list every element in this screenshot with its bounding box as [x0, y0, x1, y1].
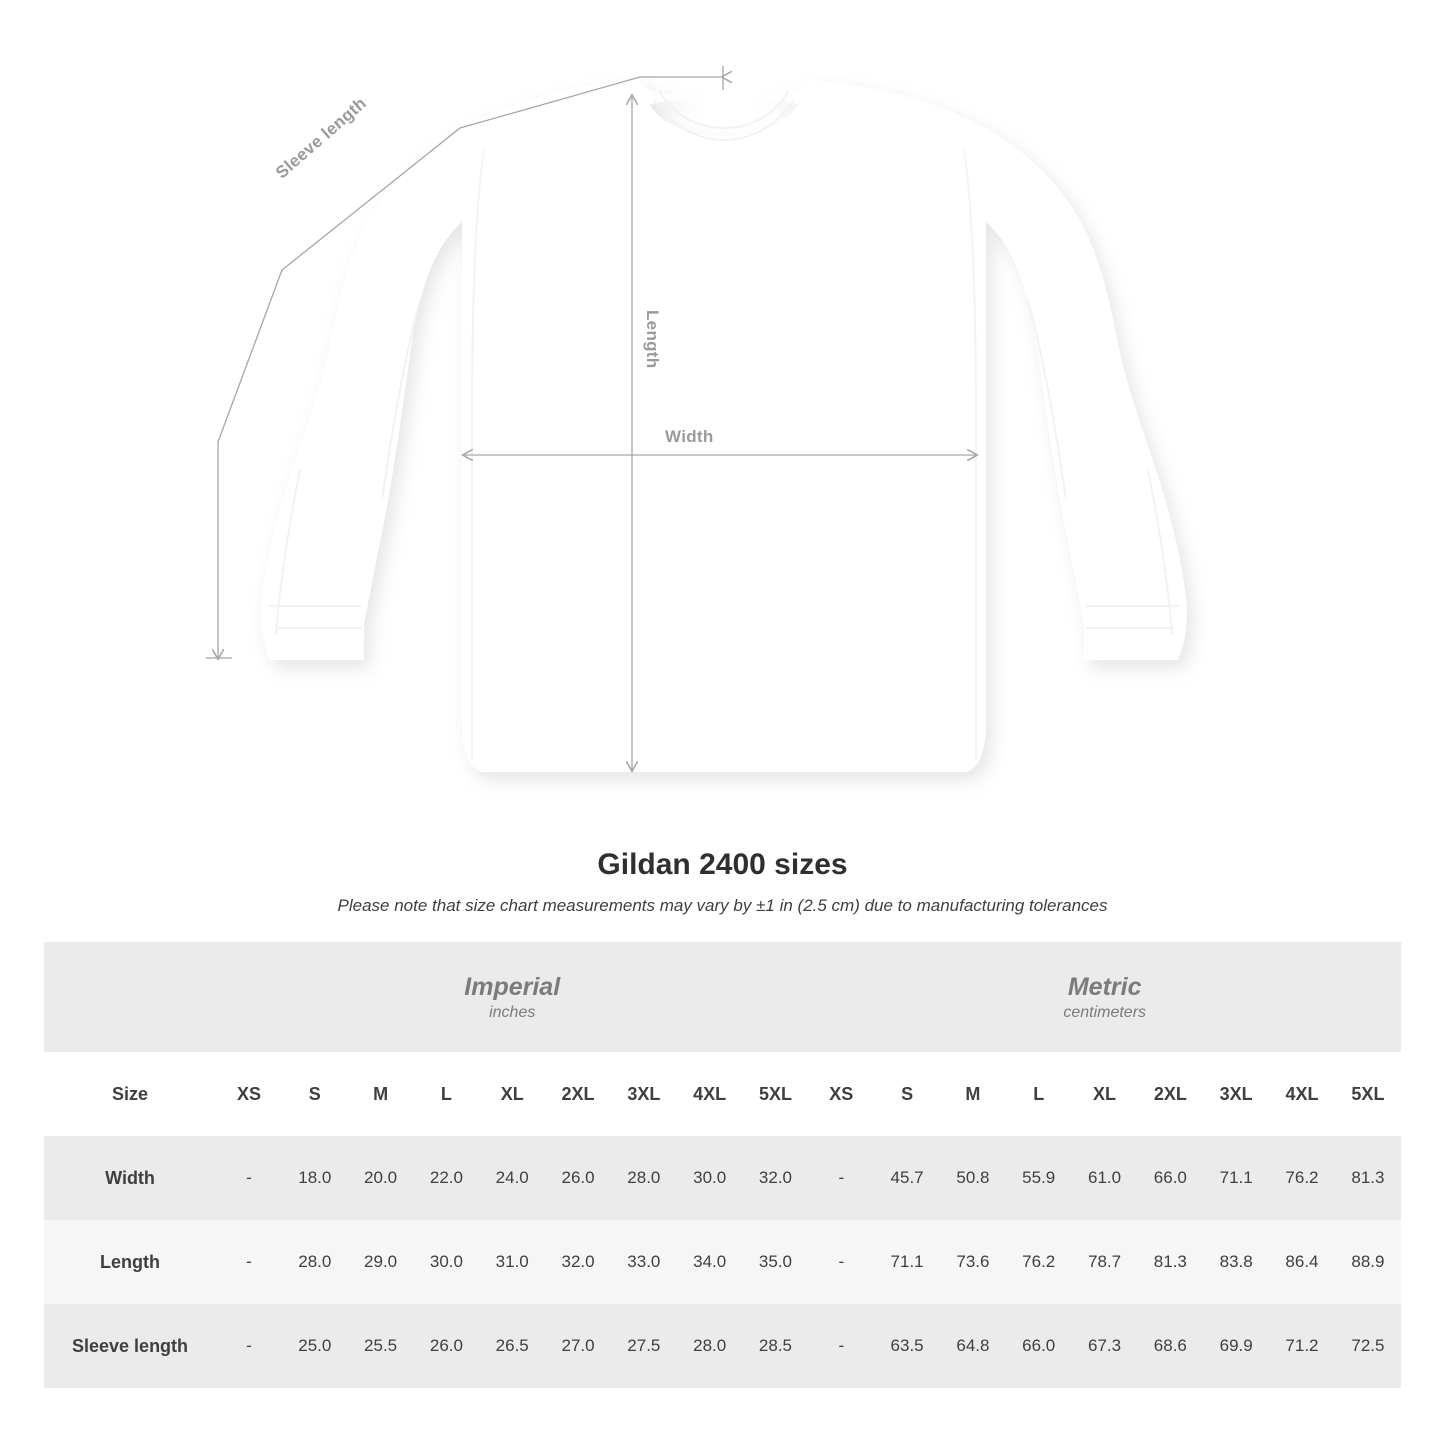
table-cell: 66.0: [1006, 1304, 1072, 1388]
column-header-size: Size: [44, 1052, 216, 1136]
unit-group-metric-name: Metric: [1067, 973, 1142, 1002]
column-header-3xl-metric: 3XL: [1203, 1052, 1269, 1136]
table-cell: 27.5: [611, 1304, 677, 1388]
table-cell: 88.9: [1335, 1220, 1401, 1304]
table-header-row: [44, 1052, 1401, 1136]
table-cell: 34.0: [677, 1220, 743, 1304]
column-header-xl-imperial: XL: [479, 1052, 545, 1136]
table-cell: 69.9: [1203, 1304, 1269, 1388]
page-subtitle: Please note that size chart measurements may vary by ±1 in (2.5 cm) due to manufacturing tolerances: [337, 896, 1108, 915]
column-header-5xl-imperial: 5XL: [743, 1052, 809, 1136]
table-cell: 28.0: [611, 1136, 677, 1220]
table-cell: 68.6: [1137, 1304, 1203, 1388]
table-cell: 55.9: [1006, 1136, 1072, 1220]
column-header-xs-metric: XS: [808, 1052, 874, 1136]
unit-group-imperial: [216, 942, 808, 1052]
table-cell: 64.8: [940, 1304, 1006, 1388]
table-cell: -: [808, 1136, 874, 1220]
table-cell: 26.5: [479, 1304, 545, 1388]
table-cell: 20.0: [348, 1136, 414, 1220]
column-header-m-metric: M: [940, 1052, 1006, 1136]
table-cell: 81.3: [1335, 1136, 1401, 1220]
table-cell: 30.0: [677, 1136, 743, 1220]
length-label: Length: [643, 310, 662, 369]
page-title: Gildan 2400 sizes: [597, 848, 848, 881]
table-cell: 28.0: [677, 1304, 743, 1388]
size-chart-table-wrap: [44, 942, 1401, 1388]
shirt-silhouette: [261, 80, 1186, 772]
table-cell: 31.0: [479, 1220, 545, 1304]
column-header-2xl-metric: 2XL: [1137, 1052, 1203, 1136]
table-cell: 26.0: [414, 1304, 480, 1388]
table-cell: 67.3: [1072, 1304, 1138, 1388]
column-header-3xl-imperial: 3XL: [611, 1052, 677, 1136]
column-header-xs-imperial: XS: [216, 1052, 282, 1136]
table-cell: 28.5: [743, 1304, 809, 1388]
unit-group-metric: [808, 942, 1401, 1052]
table-cell: 30.0: [414, 1220, 480, 1304]
column-header-s-imperial: S: [282, 1052, 348, 1136]
table-cell: 72.5: [1335, 1304, 1401, 1388]
row-header-sleeve-length: Sleeve length: [44, 1304, 216, 1388]
table-row: [44, 1136, 1401, 1220]
column-header-4xl-metric: 4XL: [1269, 1052, 1335, 1136]
table-row: [44, 1220, 1401, 1304]
table-cell: 81.3: [1137, 1220, 1203, 1304]
table-cell: 78.7: [1072, 1220, 1138, 1304]
table-cell: -: [216, 1220, 282, 1304]
table-cell: 71.1: [1203, 1136, 1269, 1220]
unit-group-imperial-sub: inches: [489, 1003, 536, 1021]
table-cell: -: [808, 1304, 874, 1388]
column-header-xl-metric: XL: [1072, 1052, 1138, 1136]
title-block: [0, 848, 1445, 916]
column-header-s-metric: S: [874, 1052, 940, 1136]
table-cell: 33.0: [611, 1220, 677, 1304]
table-row: [44, 1304, 1401, 1388]
table-cell: 18.0: [282, 1136, 348, 1220]
unit-group-imperial-name: Imperial: [464, 973, 561, 1002]
table-cell: 25.0: [282, 1304, 348, 1388]
column-header-l-imperial: L: [414, 1052, 480, 1136]
column-header-l-metric: L: [1006, 1052, 1072, 1136]
table-cell: 76.2: [1006, 1220, 1072, 1304]
table-cell: 71.2: [1269, 1304, 1335, 1388]
table-cell: 27.0: [545, 1304, 611, 1388]
table-cell: 63.5: [874, 1304, 940, 1388]
table-cell: 29.0: [348, 1220, 414, 1304]
table-cell: -: [216, 1136, 282, 1220]
sleeve-length-label: Sleeve length: [272, 93, 371, 183]
table-cell: 50.8: [940, 1136, 1006, 1220]
unit-group-spacer: [44, 942, 216, 1052]
table-cell: 25.5: [348, 1304, 414, 1388]
column-header-4xl-imperial: 4XL: [677, 1052, 743, 1136]
table-cell: 28.0: [282, 1220, 348, 1304]
column-header-m-imperial: M: [348, 1052, 414, 1136]
table-cell: 66.0: [1137, 1136, 1203, 1220]
table-cell: 71.1: [874, 1220, 940, 1304]
table-cell: 86.4: [1269, 1220, 1335, 1304]
table-cell: 76.2: [1269, 1136, 1335, 1220]
table-cell: 22.0: [414, 1136, 480, 1220]
table-cell: 73.6: [940, 1220, 1006, 1304]
table-cell: 83.8: [1203, 1220, 1269, 1304]
table-cell: 24.0: [479, 1136, 545, 1220]
table-cell: 61.0: [1072, 1136, 1138, 1220]
table-cell: 45.7: [874, 1136, 940, 1220]
column-header-2xl-imperial: 2XL: [545, 1052, 611, 1136]
unit-group-metric-sub: centimeters: [1063, 1003, 1147, 1021]
width-label: Width: [665, 427, 714, 446]
table-cell: 32.0: [743, 1136, 809, 1220]
table-cell: -: [216, 1304, 282, 1388]
table-cell: -: [808, 1220, 874, 1304]
row-header-width: Width: [44, 1136, 216, 1220]
table-cell: 26.0: [545, 1136, 611, 1220]
table-cell: 32.0: [545, 1220, 611, 1304]
row-header-length: Length: [44, 1220, 216, 1304]
size-chart-table: [44, 942, 1401, 1388]
table-cell: 35.0: [743, 1220, 809, 1304]
column-header-5xl-metric: 5XL: [1335, 1052, 1401, 1136]
unit-group-row: [44, 942, 1401, 1052]
